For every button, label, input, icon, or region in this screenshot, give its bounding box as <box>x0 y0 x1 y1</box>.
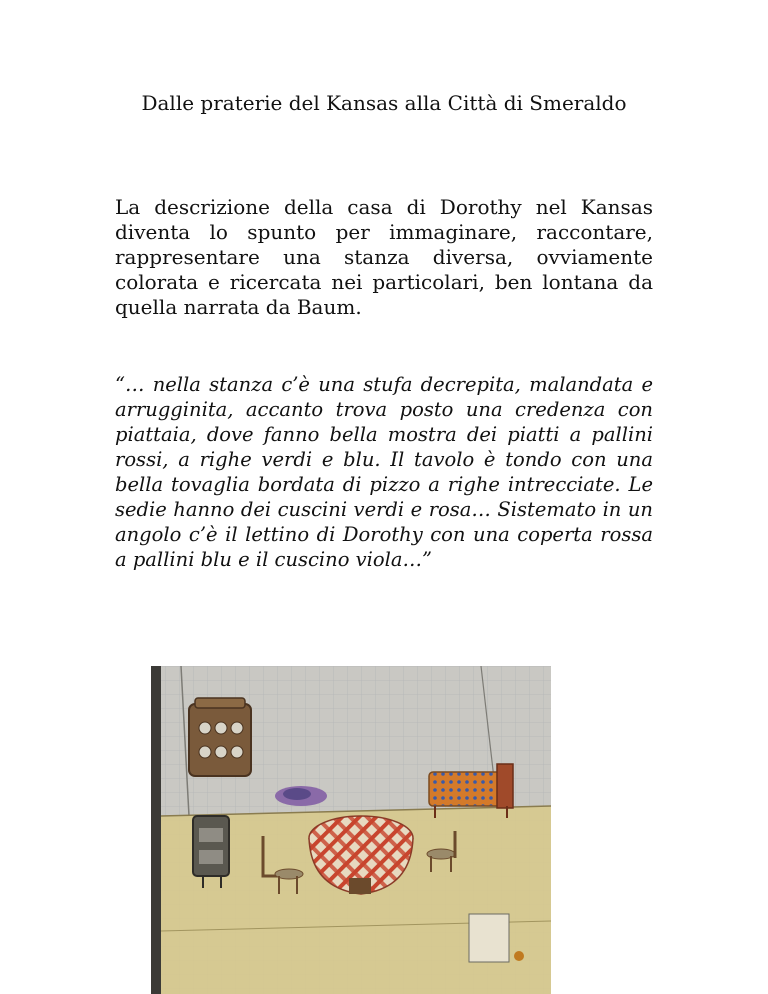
intro-paragraph: La descrizione della casa di Dorothy nel Kansas diventa lo spunto per immaginare, raccontare, rappresentare una stanza diversa, ovviamente colorata e ricercata nei particolari, ben lontana da quella narrata da Baum. <box>115 195 653 319</box>
quote-paragraph: “… nella stanza c’è una stufa decrepita, malandata e arrugginita, accanto trova posto una credenza con piattaia, dove fanno bella mostra dei piatti a pallini rossi, a righe verdi e blu. Il tavolo è tondo con una bella tovaglia bordata di pizzo a righe intrecciate. Le sedie hanno dei cuscini verdi e rosa… Sistemato in un angolo c’è il lettino di Dorothy con una coperta rossa a pallini blu e il cuscino viola…” <box>115 373 653 571</box>
child-drawing-room-image <box>151 666 551 994</box>
document-title: Dalle praterie del Kansas alla Città di Smeraldo <box>141 91 627 115</box>
